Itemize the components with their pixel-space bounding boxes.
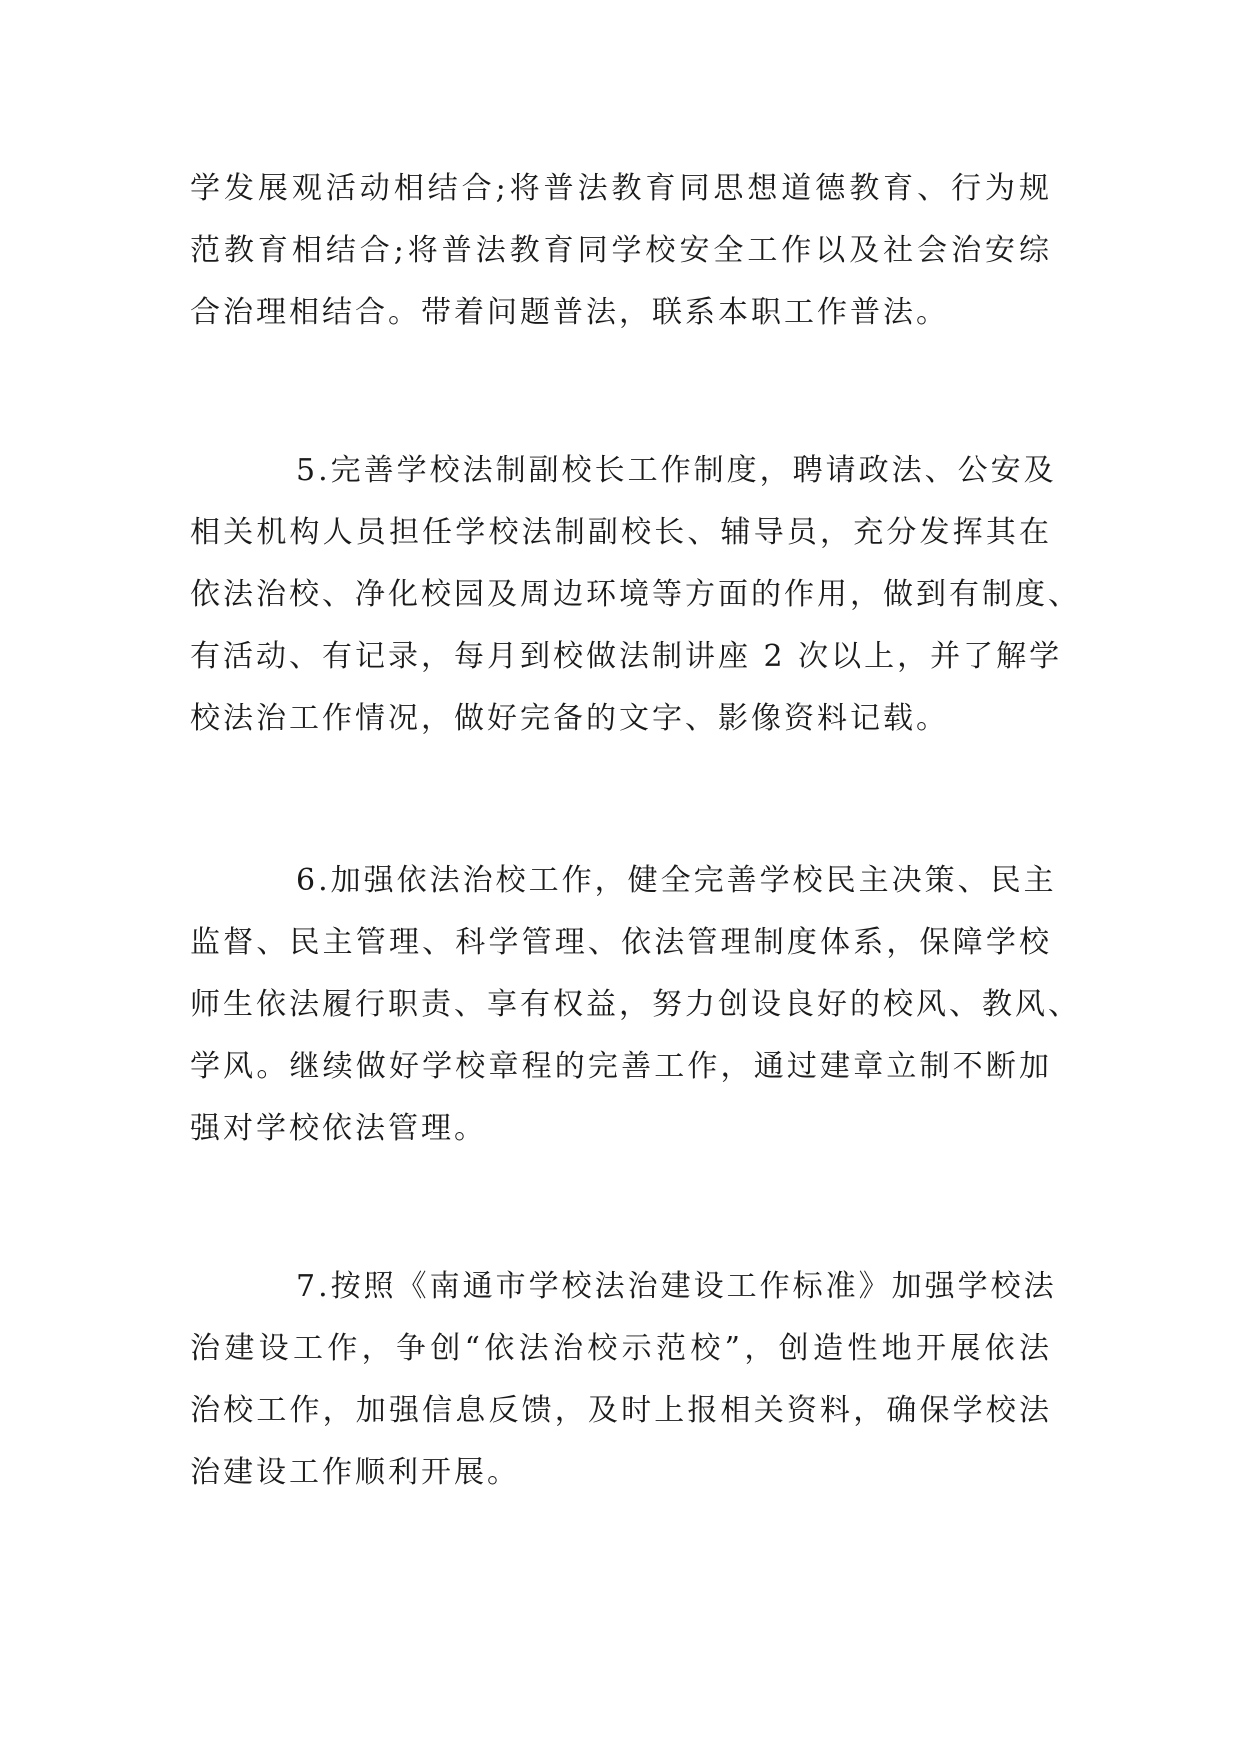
paragraph-line: 5.完善学校法制副校长工作制度，聘请政法、公安及 (296, 453, 1057, 488)
paragraph-item-5 (190, 440, 1081, 750)
paragraph-line: 合治理相结合。带着问题普法，联系本职工作普法。 (190, 295, 949, 330)
paragraph-line: 依法治校、净化校园及周边环境等方面的作用，做到有制度、 (190, 577, 1081, 612)
paragraph-line: 相关机构人员担任学校法制副校长、辅导员，充分发挥其在 (190, 515, 1052, 550)
paragraph-line: 强对学校依法管理。 (190, 1111, 487, 1146)
paragraph-line: 师生依法履行职责、享有权益，努力创设良好的校风、教风、 (190, 987, 1081, 1022)
paragraph-line: 治校工作，加强信息反馈，及时上报相关资料，确保学校法 (190, 1393, 1052, 1428)
paragraph-item-6 (190, 850, 1081, 1160)
paragraph-item-7 (190, 1256, 1057, 1504)
paragraph-continuation (190, 158, 1052, 344)
paragraph-line: 监督、民主管理、科学管理、依法管理制度体系，保障学校 (190, 925, 1052, 960)
paragraph-line: 有活动、有记录，每月到校做法制讲座 2 次以上，并了解学 (190, 639, 1063, 674)
paragraph-line: 7.按照《南通市学校法治建设工作标准》加强学校法 (296, 1269, 1057, 1304)
paragraph-line: 范教育相结合;将普法教育同学校安全工作以及社会治安综 (190, 233, 1052, 268)
paragraph-line: 6.加强依法治校工作，健全完善学校民主决策、民主 (296, 863, 1057, 898)
paragraph-line: 校法治工作情况，做好完备的文字、影像资料记载。 (190, 701, 949, 736)
paragraph-line: 治建设工作，争创“依法治校示范校”，创造性地开展依法 (190, 1331, 1052, 1366)
paragraph-line: 学风。继续做好学校章程的完善工作，通过建章立制不断加 (190, 1049, 1052, 1084)
paragraph-line: 学发展观活动相结合;将普法教育同思想道德教育、行为规 (190, 171, 1052, 206)
paragraph-line: 治建设工作顺利开展。 (190, 1455, 520, 1490)
